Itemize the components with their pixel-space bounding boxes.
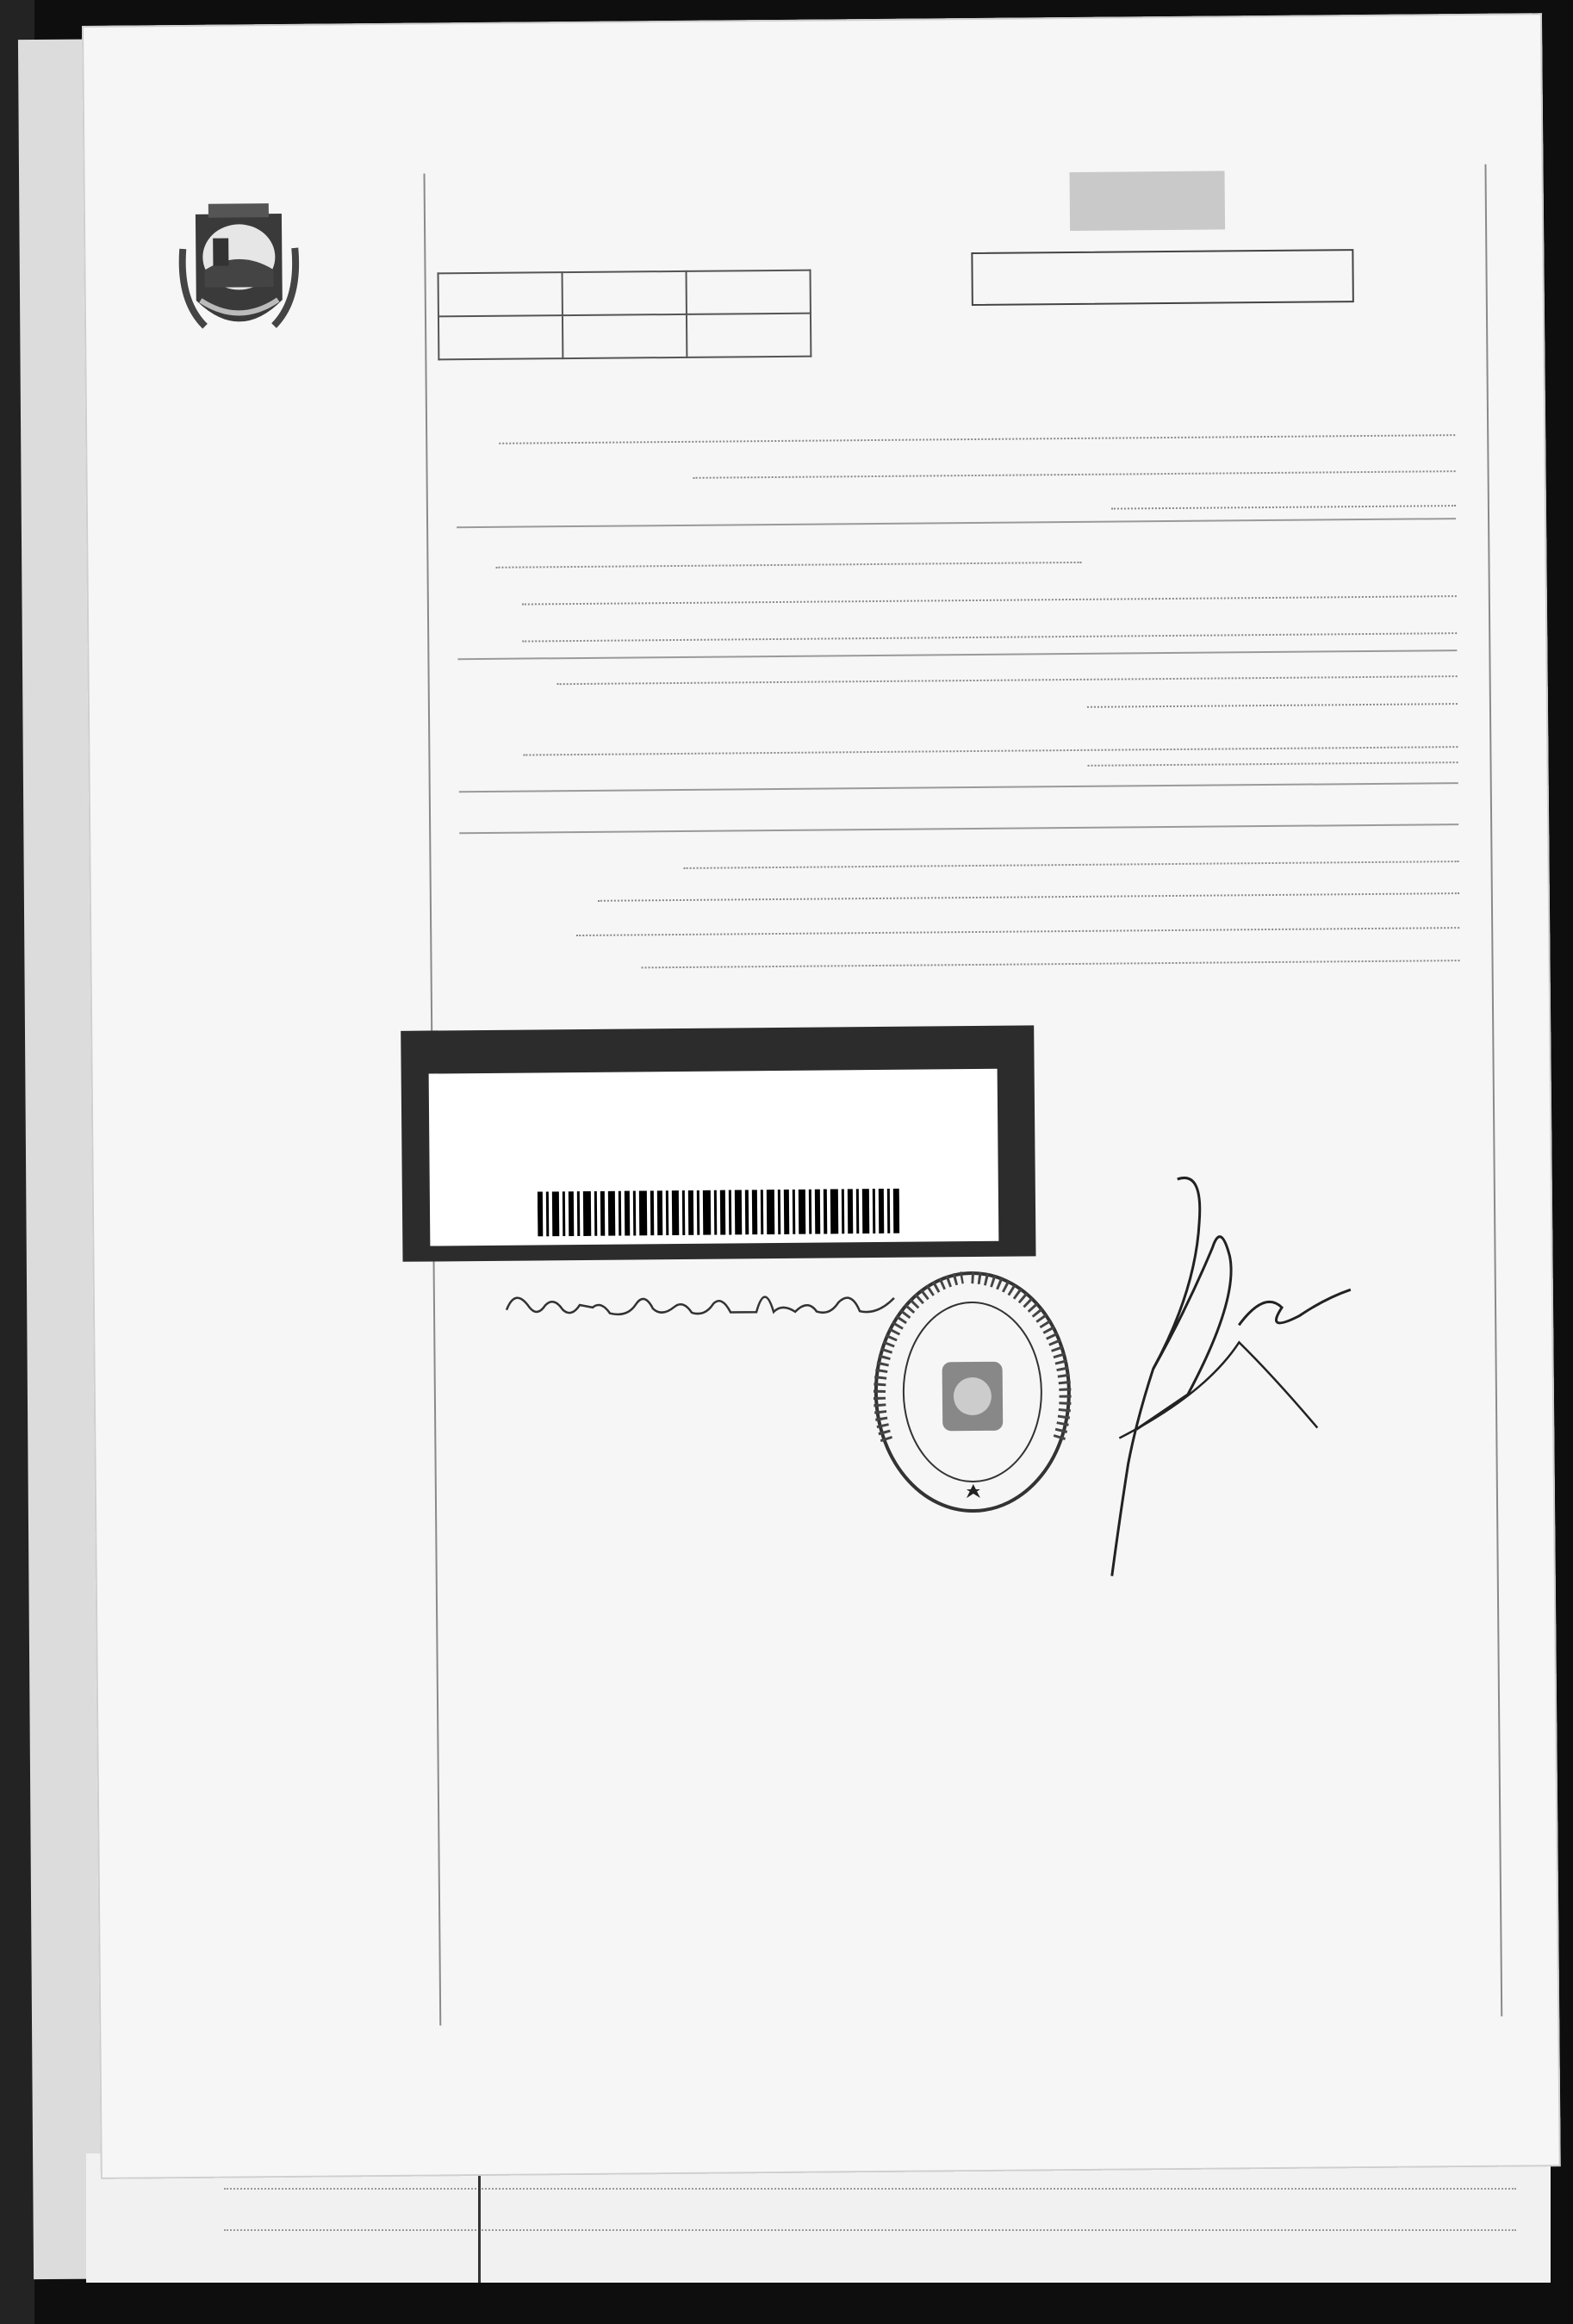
sticker-pattern-top [401, 1025, 1034, 1066]
sticker-label [429, 1069, 999, 1246]
certificate-page [82, 13, 1561, 2179]
dotted-line [224, 2188, 1516, 2190]
dotted-line [224, 2229, 1516, 2231]
declarant-signature [498, 1264, 904, 1345]
sticker-dni [429, 1076, 998, 1081]
sticker-pattern-bottom [402, 1220, 1035, 1261]
registry-seal-icon [868, 1266, 1078, 1518]
dni-sticker [401, 1025, 1035, 1261]
official-signature [1100, 1169, 1388, 1585]
provincial-crest-icon [178, 196, 301, 370]
